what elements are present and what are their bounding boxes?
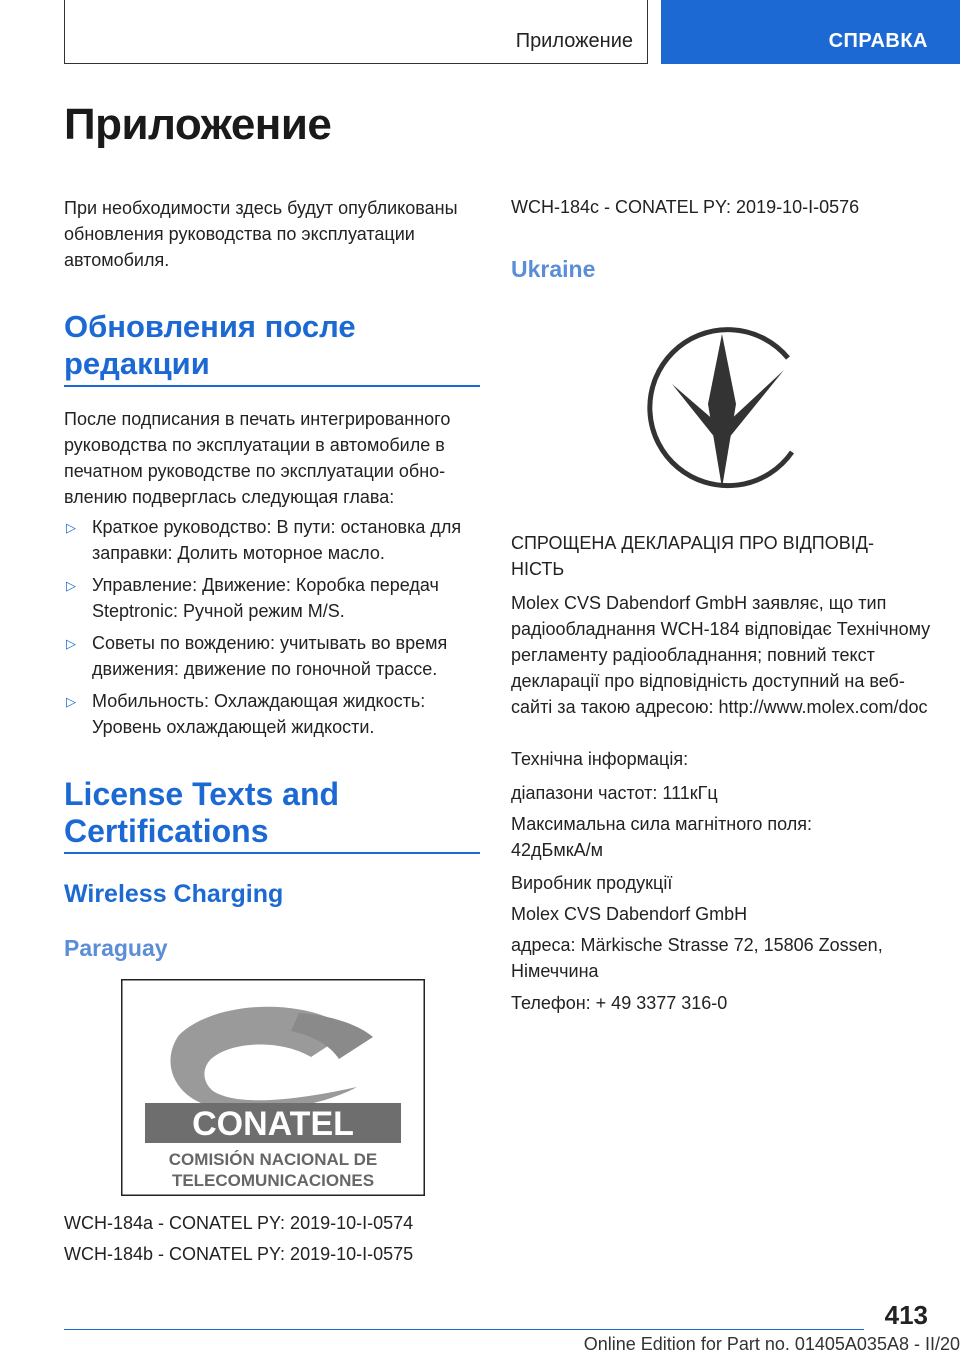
conatel-logo-sub1: COMISIÓN NACIONAL DE (168, 1150, 378, 1169)
intro-text: При необходимости здесь будут опубликованы обновления руководства по эксплуатации автомобиля. (64, 198, 458, 270)
header-tab-label: СПРАВКА (828, 30, 928, 52)
bullet-icon: ▷ (66, 636, 76, 651)
page-number: 413 (884, 1300, 928, 1330)
header-section-box (64, 0, 648, 64)
conatel-logo (121, 979, 425, 1196)
update-item-2: Управление: Движение: Коробка передач Steptronic: Ручной режим M/S. (92, 575, 439, 621)
bullet-icon: ▷ (66, 520, 76, 535)
page-title: Приложение (64, 100, 332, 149)
ukraine-phone: Телефон: + 49 3377 316-0 (511, 993, 728, 1013)
license-rule (64, 852, 480, 854)
ukraine-maker: Molex CVS Dabendorf GmbH (511, 904, 748, 924)
footer-edition: Online Edition for Part no. 01405A035A8 - II/20 (583, 1334, 960, 1354)
wireless-heading: Wireless Charging (64, 880, 284, 908)
ukraine-address: адреса: Märkische Strasse 72, 15806 Zossen, Німеччина (511, 935, 883, 981)
footer-rule (64, 1329, 864, 1330)
updates-rule (64, 385, 480, 387)
update-item-4: Мобильность: Охлаждающая жидкость: Уровень охлаждающей жидкости. (92, 691, 426, 737)
ukraine-declaration-title: СПРОЩЕНА ДЕКЛАРАЦІЯ ПРО ВІДПОВІДНІСТЬ (511, 533, 874, 579)
header-tab[interactable] (661, 0, 960, 64)
bullet-icon: ▷ (66, 694, 76, 709)
conatel-logo-sub2: TELECOMUNICACIONES (171, 1171, 375, 1190)
update-item-3: Советы по вождению: учитывать во время движения: движение по гоночной трассе. (92, 633, 448, 679)
update-item-1: Краткое руководство: В пути: остановка для заправки: Долить моторное масло. (92, 517, 462, 563)
ukraine-frequency: діапазони частот: 111кГц (511, 783, 718, 803)
ukraine-declaration-body: Molex CVS Dabendorf GmbH заявляє, що тип радіообладнання WCH-184 відповідає Технічному регламенту радіообладнання; повний текст декларації про відповідність доступний на веб-сайті за такою адресою: http://www.molex.com/doc (511, 593, 931, 717)
ukraine-conformity-mark-icon (624, 316, 834, 498)
paraguay-heading: Paraguay (64, 935, 168, 961)
ukraine-heading: Ukraine (511, 256, 596, 282)
conatel-logo-text: CONATEL (192, 1105, 354, 1143)
ukraine-tech-info: Технічна інформація: (511, 749, 689, 769)
license-heading: License Texts and Certifications (64, 776, 340, 849)
updates-heading: Обновления после редакции (64, 309, 356, 381)
conatel-line-c: WCH-184c - CONATEL PY: 2019-10-I-0576 (511, 197, 860, 217)
updates-body: После подписания в печать интегрированного руководства по эксплуатации в автомобиле в печатном руководстве по эксплуатации обновлению подверглась следующая глава: (64, 409, 451, 507)
ukraine-maker-label: Виробник продукції (511, 873, 673, 893)
ukraine-field-strength: Максимальна сила магнітного поля: 42дБмкА/м (511, 814, 813, 860)
bullet-icon: ▷ (66, 578, 76, 593)
header-section-label: Приложение (515, 30, 633, 52)
conatel-line-a: WCH-184a - CONATEL PY: 2019-10-I-0574 (64, 1213, 414, 1233)
conatel-line-b: WCH-184b - CONATEL PY: 2019-10-I-0575 (64, 1244, 414, 1264)
